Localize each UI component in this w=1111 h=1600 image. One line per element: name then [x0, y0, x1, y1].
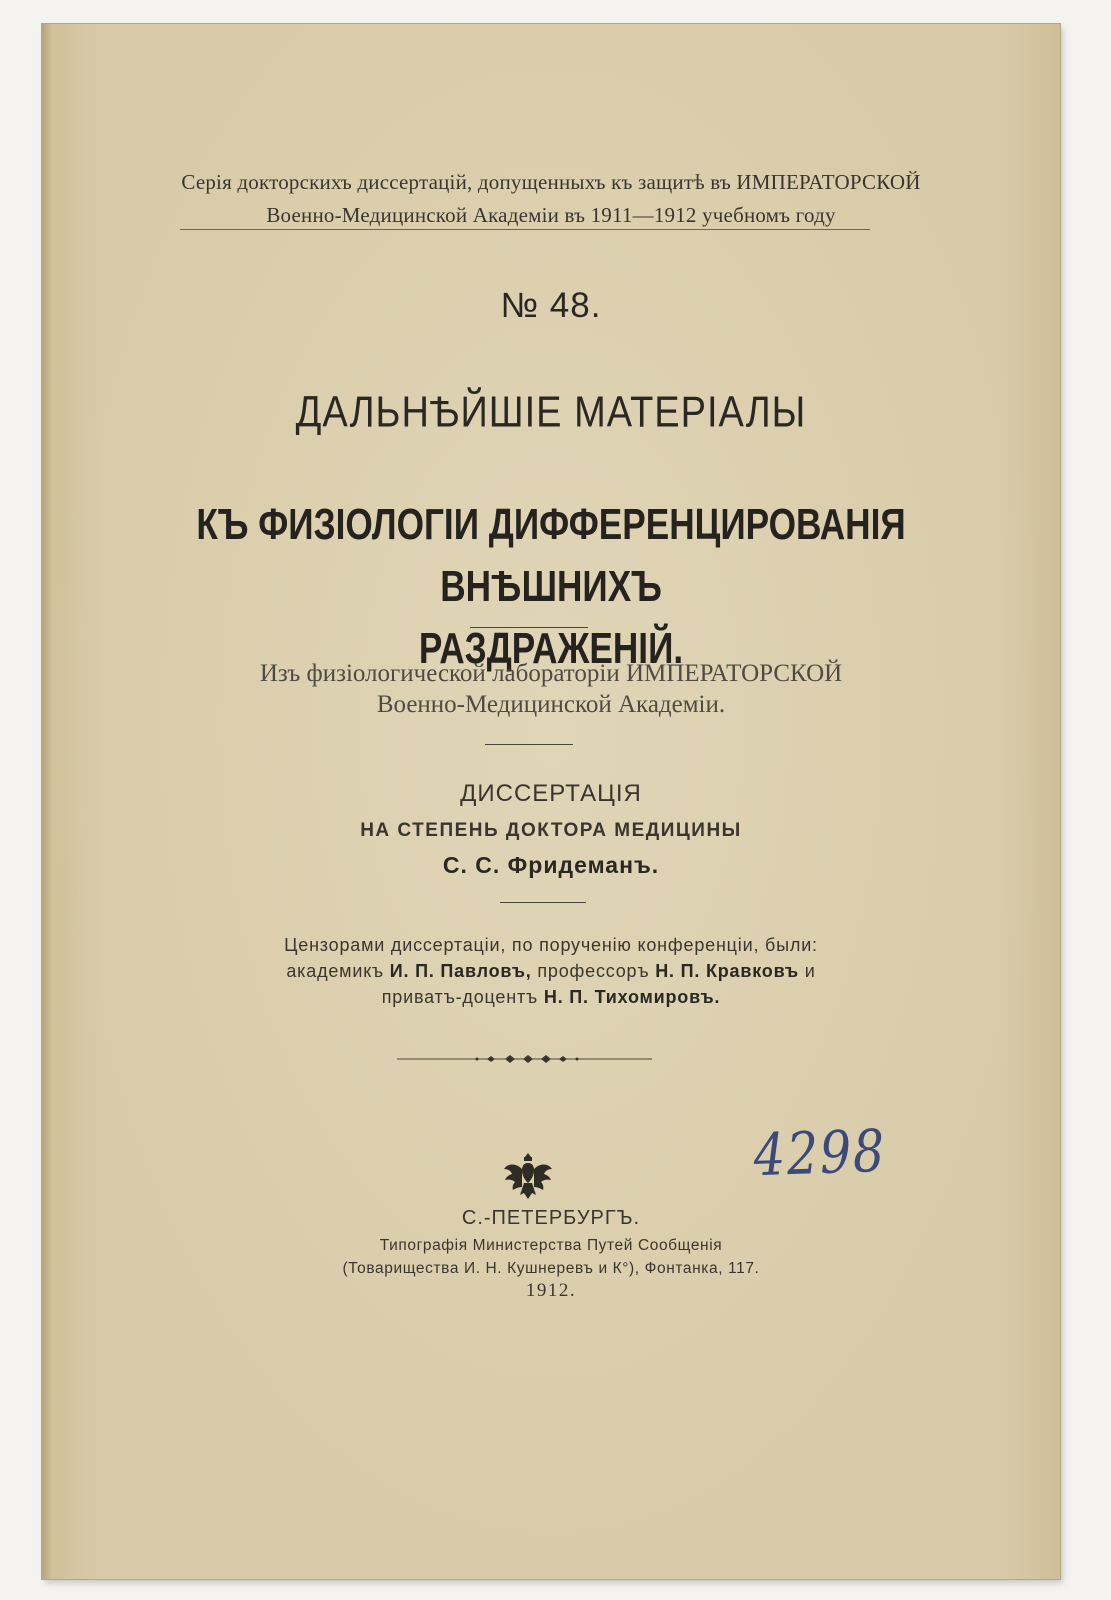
censor-pavlov: И. П. Павловъ,: [389, 961, 532, 981]
degree-label: НА СТЕПЕНЬ ДОКТОРА МЕДИЦИНЫ: [360, 820, 742, 841]
printer-info: [42, 1234, 1060, 1280]
ornament-divider-icon: [397, 1049, 657, 1069]
censors-line-2: [42, 958, 1060, 984]
printer-line-2: (Товарищества И. Н. Кушнеревъ и К°), Фонтанка, 117.: [342, 1260, 760, 1277]
series-line-2: Военно-Медицинской Академіи въ 1911—1912 учебномъ году: [266, 203, 836, 227]
title-line-3: РАЗДРАЖЕНІЙ.: [418, 624, 684, 673]
laboratory-note: [42, 658, 1060, 720]
censors-line-3: [42, 984, 1060, 1010]
censors-line-1: Цензорами диссертаціи, по порученію конференціи, были:: [284, 935, 818, 955]
imperial-eagle-icon: [500, 1149, 556, 1205]
censor-tikhomirov: Н. П. Тихомировъ.: [543, 987, 721, 1007]
censor-title-professor: профессоръ: [537, 961, 650, 981]
handwritten-inventory-number: 4298: [752, 1116, 888, 1190]
lab-line-2: Военно-Медицинской Академіи.: [376, 691, 726, 718]
censor-title-docent: приватъ-доцентъ: [381, 987, 539, 1007]
publication-city: С.-ПЕТЕРБУРГЪ.: [461, 1207, 641, 1229]
divider-1: [470, 627, 588, 628]
censor-kravkov: Н. П. Кравковъ: [655, 961, 799, 981]
series-line-1: Серія докторскихъ диссертацій, допущенныхъ къ защитѣ въ ИМПЕРАТОРСКОЙ: [181, 170, 921, 194]
series-underline: [180, 229, 870, 230]
dissertation-label: ДИССЕРТАЦІЯ: [460, 780, 642, 807]
book-cover: [42, 24, 1060, 1579]
publication-year: 1912.: [525, 1280, 577, 1301]
title-line-1: ДАЛЬНѢЙШІЕ МАТЕРІАЛЫ: [295, 388, 807, 438]
censor-title-academician: академикъ: [286, 961, 384, 981]
censor-conjunction: и: [804, 961, 816, 981]
divider-3: [500, 902, 586, 903]
issue-number: № 48.: [500, 286, 602, 325]
lab-line-1: Изъ физіологической лабораторіи ИМПЕРАТОРСКОЙ: [259, 660, 843, 687]
title-line-2: КЪ ФИЗІОЛОГІИ ДИФФЕРЕНЦИРОВАНІЯ ВНѢШНИХЪ: [196, 500, 906, 611]
series-header: [42, 166, 1060, 232]
censors-note: [42, 932, 1060, 1010]
author-name: С. С. Фридеманъ.: [442, 852, 660, 878]
divider-2: [485, 744, 573, 745]
main-title: [144, 494, 958, 680]
printer-line-1: Типографія Министерства Путей Сообщенія: [379, 1237, 723, 1254]
